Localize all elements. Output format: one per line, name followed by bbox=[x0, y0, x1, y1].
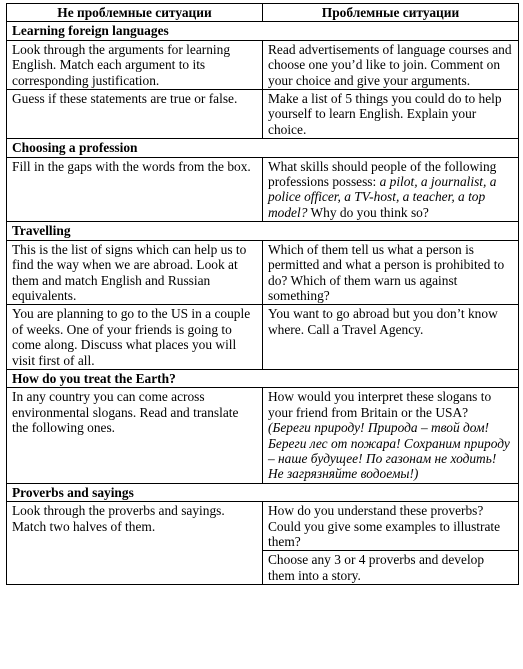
cell-text: How would you interpret these slogans to your friend from Britain or the USA? bbox=[268, 389, 492, 420]
table-row bbox=[7, 502, 519, 551]
cell-right: How do you understand these proverbs? Could you give some examples to illustrate them? bbox=[263, 502, 519, 551]
section-row bbox=[7, 222, 519, 240]
cell-left: Fill in the gaps with the words from the box. bbox=[7, 157, 263, 222]
cell-right: You want to go abroad but you don’t know where. Call a Travel Agency. bbox=[263, 305, 519, 370]
cell-left: In any country you can come across environmental slogans. Read and translate the following ones. bbox=[7, 388, 263, 483]
cell-text: Why do you think so? bbox=[307, 204, 429, 220]
header-row bbox=[7, 4, 519, 22]
cell-right: Which of them tell us what a person is permitted and what a person is prohibited to do? Which of them warn us against something? bbox=[263, 240, 519, 305]
section-title-travelling: Travelling bbox=[7, 222, 519, 240]
cell-left: You are planning to go to the US in a couple of weeks. One of your friends is going to come along. Discuss what places you will visit first of all. bbox=[7, 305, 263, 370]
cell-text-italic: (Береги природу! Природа – твой дом! Береги лес от пожара! Сохраним природу – наше будущее! По газонам не ходить! Не загрязняйте водоемы!) bbox=[268, 420, 510, 482]
table-row bbox=[7, 305, 519, 370]
table-row bbox=[7, 157, 519, 222]
cell-left: Look through the arguments for learning English. Match each argument to its corresponding justification. bbox=[7, 40, 263, 89]
cell-left: Guess if these statements are true or false. bbox=[7, 90, 263, 139]
table-row bbox=[7, 90, 519, 139]
section-row bbox=[7, 139, 519, 157]
table-row bbox=[7, 240, 519, 305]
header-non-problem: Не проблемные ситуации bbox=[7, 4, 263, 22]
cell-text-italic: a pilot, a journalist, a police officer, a TV-host, a teacher, a top model? bbox=[268, 174, 497, 220]
section-title-earth: How do you treat the Earth? bbox=[7, 369, 519, 387]
header-problem: Проблемные ситуации bbox=[263, 4, 519, 22]
cell-left: This is the list of signs which can help us to find the way when we are abroad. Look at them and match English and Russian equivalents. bbox=[7, 240, 263, 305]
cell-text: What skills should people of the following professions possess: bbox=[268, 158, 497, 190]
section-title-profession: Choosing a profession bbox=[7, 139, 519, 157]
cell-right bbox=[263, 388, 519, 483]
section-row bbox=[7, 369, 519, 387]
section-title-proverbs: Proverbs and sayings bbox=[7, 483, 519, 501]
situations-table bbox=[6, 3, 519, 585]
section-title-languages: Learning foreign languages bbox=[7, 22, 519, 40]
cell-right: Choose any 3 or 4 proverbs and develop them into a story. bbox=[263, 551, 519, 585]
section-row bbox=[7, 483, 519, 501]
cell-left: Look through the proverbs and sayings. Match two halves of them. bbox=[7, 502, 263, 585]
cell-right: Make a list of 5 things you could do to help yourself to learn English. Explain your choice. bbox=[263, 90, 519, 139]
table-row bbox=[7, 388, 519, 483]
cell-right bbox=[263, 157, 519, 222]
section-row bbox=[7, 22, 519, 40]
cell-right: Read advertisements of language courses and choose one you’d like to join. Comment on your choice and give your arguments. bbox=[263, 40, 519, 89]
table-row bbox=[7, 40, 519, 89]
